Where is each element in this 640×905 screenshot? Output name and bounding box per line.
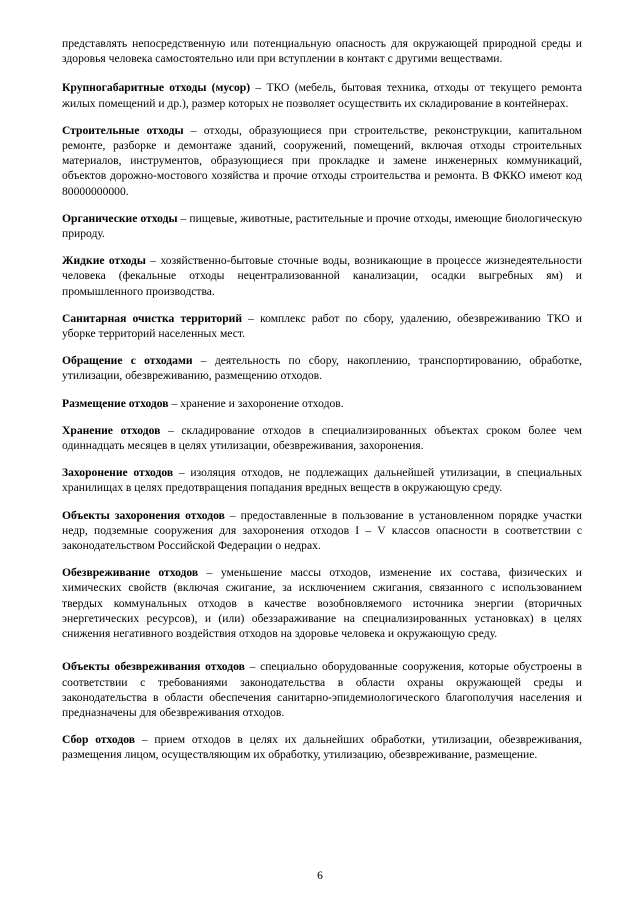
definition-separator: – [177,211,190,225]
definition-text: деятельность по сбору, накоплению, транспортированию, обработке, утилизации, обезвреживанию, размещению отходов. [62,354,582,383]
definition-term: Захоронение отходов [62,466,174,480]
definition-term: Обезвреживание отходов [62,566,199,580]
definition-separator: – [224,508,241,522]
definition-text: комплекс работ по сбору, удалению, обезвреживанию ТКО и уборке территорий населенных мест. [62,311,583,341]
definition-term: Строительные отходы [62,123,184,137]
definition-text: специально оборудованные сооружения, которые обустроены в соответствии с требованиями законодательства в области охраны окружающей среды и законодательства в области обеспечения санитарно-эпидемиологического благополучия населения и предназначены для обезвреживания отходов. [62,660,582,719]
definition-text: отходы, образующиеся при строительстве, реконструкции, капитальном ремонте, разборке и демонтаже зданий, сооружений, помещений, включая отходы строительных материалов, инструментов, образующиеся при прокладке и замене инженерных коммуникаций, объектов дорожно-мостового хозяйства и прочие отходы строительства и ремонта. В ФККО имеют код 80000000000. [62,123,583,198]
definition-text: хозяйственно-бытовые сточные воды, возникающие в процессе жизнедеятельности человека (фекальные отходы нецентрализованной канализации, осадки выгребных ям) и промышленного производства. [62,254,582,298]
definition-term: Объекты обезвреживания отходов [62,660,245,674]
definition-sanitary-cleaning [62,311,582,341]
definition-separator: – [192,354,215,368]
definition-waste-storage [62,423,582,453]
definition-term: Сбор отходов [62,733,135,747]
definition-text: предоставленные в пользование в установленном порядке участки недр, подземные сооружения для захоронения отходов I – V классов опасности в соответствии с законодательством Российской Федерации о недрах. [62,508,583,553]
document-page [62,36,582,775]
definition-text: ТКО (мебель, бытовая техника, отходы от текущего ремонта жилых помещений и др.), размер которых не позволяет осуществить их складирование в контейнерах. [62,81,582,110]
definition-term: Обращение с отходами [62,354,193,368]
definition-term: Объекты захоронения отходов [62,508,225,522]
definition-waste-management [62,353,582,383]
definition-separator: – [145,254,161,268]
page-number: 6 [317,870,323,882]
definition-term: Органические отходы [62,211,178,225]
definition-construction-waste [62,123,582,199]
definition-text: уменьшение массы отходов, изменение их состава, физических и химических свойств (включая сжигание, за исключением сжигания, связанного с использованием твердых коммунальных отходов в качестве возобновляемого источника энергии (вторичных энергетических ресурсов), и (или) обеззараживание на специализированных установках) в целях снижения негативного воздействия отходов на здоровье человека и окружающую среду. [62,566,582,641]
definition-text: изоляция отходов, не подлежащих дальнейшей утилизации, в специальных хранилищах в целях предотвращения попадания вредных веществ в окружающую среду. [62,466,582,495]
definition-waste-neutralization [62,565,582,641]
definition-waste-collection [62,732,582,762]
definition-separator: – [250,81,267,95]
definition-term: Крупногабаритные отходы (мусор) [62,81,251,95]
definition-term: Хранение отходов [62,423,161,437]
definition-separator: – [160,423,182,437]
definition-separator: – [242,311,261,325]
definition-term: Жидкие отходы [62,254,146,268]
definition-separator: – [244,660,261,674]
definition-separator: – [168,396,181,410]
definition-text: складирование отходов в специализированных объектах сроком более чем одиннадцать месяцев в целях утилизации, обезвреживания, захоронения. [62,423,583,453]
definition-bulky-waste [62,80,582,110]
definition-liquid-waste [62,253,582,299]
definition-text: прием отходов в целях их дальнейших обработки, утилизации, обезвреживания, размещения лицом, осуществляющим их обработку, утилизацию, обезвреживание, размещение. [62,733,583,762]
definition-waste-placement [62,396,582,411]
definition-organic-waste [62,211,582,241]
intro-paragraph: представлять непосредственную или потенциальную опасность для окружающей природной среды и здоровья человека самостоятельно или при вступлении в контакт с другими веществами. [62,37,582,66]
definition-separator: – [135,733,155,747]
definition-term: Размещение отходов [62,396,169,410]
definition-separator: – [173,466,191,480]
definition-neutralization-facilities [62,659,582,720]
definition-separator: – [198,566,221,580]
definition-text: хранение и захоронение отходов. [180,396,344,410]
definition-burial-facilities [62,508,582,554]
definition-term: Санитарная очистка территорий [62,311,243,325]
definition-separator: – [183,123,204,137]
definition-text: пищевые, животные, растительные и прочие отходы, имеющие биологическую природу. [62,211,583,241]
definition-waste-burial [62,465,582,495]
